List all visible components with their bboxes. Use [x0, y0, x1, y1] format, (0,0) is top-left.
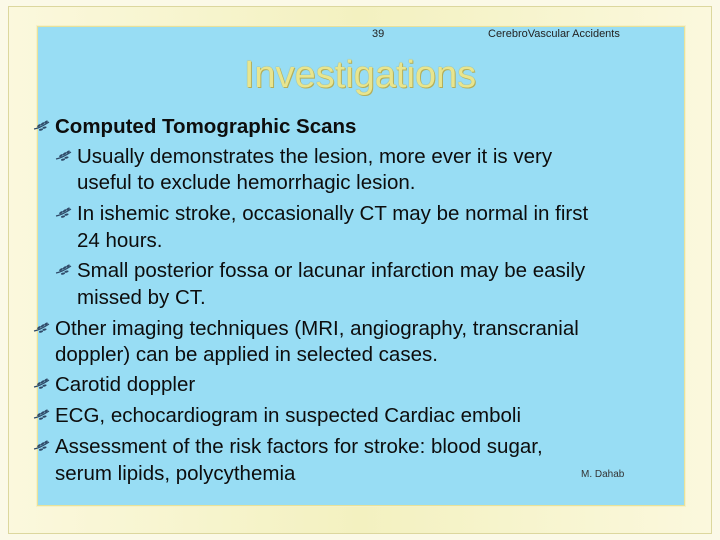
bullet-continuation: 24 hours.: [77, 229, 163, 252]
wheat-bullet-icon: [33, 119, 51, 133]
wheat-bullet-icon: [33, 321, 51, 335]
bullet-item: [33, 373, 195, 397]
wheat-bullet-icon: [33, 408, 51, 422]
bullet-item: [33, 404, 521, 428]
bullet-continuation: useful to exclude hemorrhagic lesion.: [77, 171, 416, 194]
bullet-text: In ishemic stroke, occasionally CT may be normal in first: [77, 202, 589, 225]
sub-bullet-item: [55, 202, 588, 226]
wheat-bullet-icon: [33, 377, 51, 391]
bullet-text: Carotid doppler: [55, 373, 196, 396]
wheat-bullet-icon: [33, 439, 51, 453]
sub-bullet-item: [55, 145, 552, 169]
bullet-text: Computed Tomographic Scans: [55, 115, 357, 138]
author-footer: M. Dahab: [581, 469, 625, 480]
bullet-continuation: missed by CT.: [77, 286, 206, 309]
wheat-bullet-icon: [55, 263, 73, 277]
bullet-continuation: serum lipids, polycythemia: [55, 462, 296, 485]
bullet-continuation: doppler) can be applied in selected cases.: [55, 343, 438, 366]
slide-topic-header: CerebroVascular Accidents: [488, 28, 620, 40]
bullet-item: [33, 317, 579, 341]
bullet-text: Assessment of the risk factors for stroke: blood sugar,: [55, 435, 543, 458]
wheat-bullet-icon: [55, 149, 73, 163]
bullet-item: [33, 115, 356, 139]
bullet-text: Other imaging techniques (MRI, angiography, transcranial: [55, 317, 579, 340]
bullet-text: Small posterior fossa or lacunar infarction may be easily: [77, 259, 586, 282]
slide-number: 39: [372, 28, 385, 40]
bullet-item: [33, 435, 543, 459]
bullet-text: ECG, echocardiogram in suspected Cardiac emboli: [55, 404, 522, 427]
wheat-bullet-icon: [55, 206, 73, 220]
bullet-text: Usually demonstrates the lesion, more ever it is very: [77, 145, 553, 168]
slide-title: Investigations: [243, 54, 477, 96]
sub-bullet-item: [55, 259, 585, 283]
